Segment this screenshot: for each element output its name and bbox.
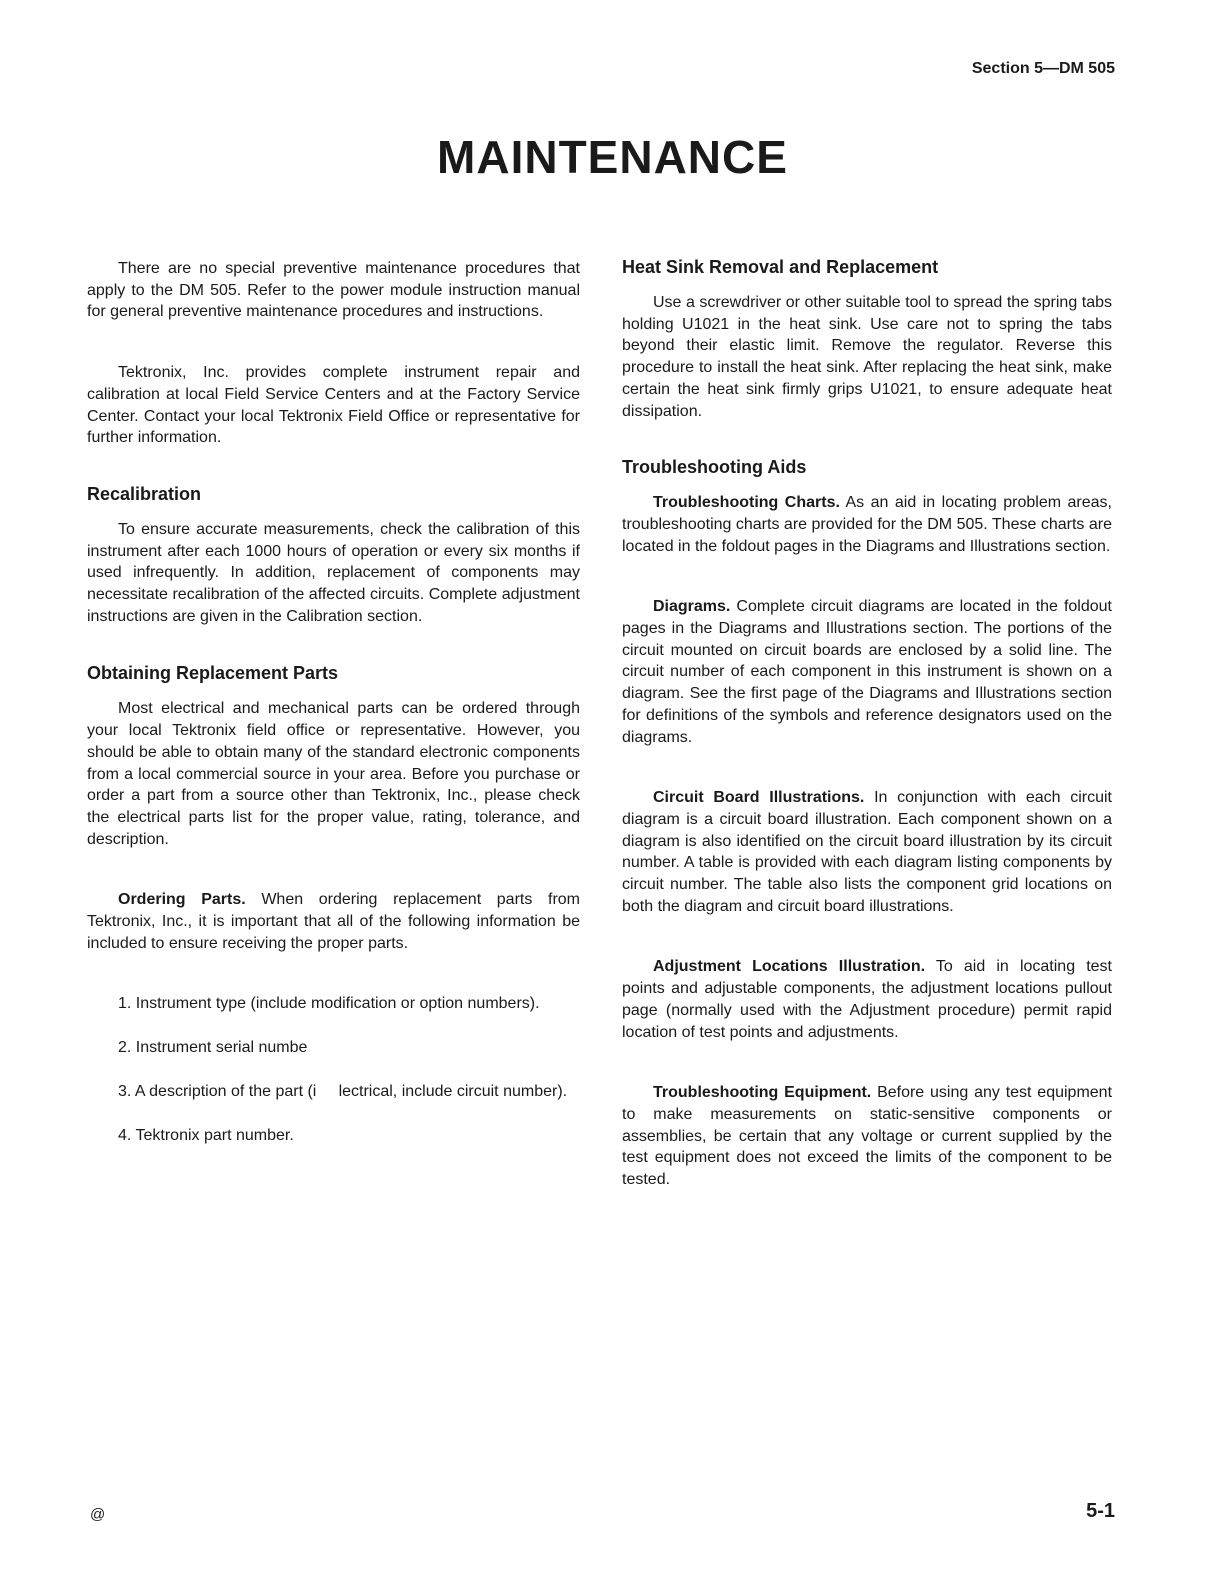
troubleshooting-equipment-label: Troubleshooting Equipment. [653,1084,872,1102]
footer-symbol: @ [90,1506,106,1523]
list-item: 2. Instrument serial numbe [118,1039,308,1057]
page-title: MAINTENANCE [437,131,788,183]
troubleshooting-charts-text: As an aid in locating problem areas, troubleshooting charts are provided for the DM 505. These charts are located in the foldout pages in the Diagrams and Illustrations section. [622,494,1113,555]
list-item: 4. Tektronix part number. [118,1126,294,1144]
circuit-board-label: Circuit Board Illustrations. [653,789,865,807]
left-column [87,258,580,1146]
troubleshooting-charts-label: Troubleshooting Charts. [653,494,840,512]
list-item: 3. A description of the part (i lectrical, include circuit number). [118,1082,568,1100]
page-number: 5-1 [1086,1500,1115,1522]
diagrams-text: Complete circuit diagrams are located in the foldout pages in the Diagrams and Illustrations section. The portions of the circuit mounted on circuit boards are enclosed by a solid line. The circuit number of each component in this instrument is shown on a diagram. See the first page of the Diagrams and Illustrations section for definitions of the symbols and reference designators used on the diagrams. [622,598,1112,746]
diagrams-label: Diagrams. [653,598,731,616]
circuit-board-paragraph [622,787,1112,917]
troubleshooting-equipment-paragraph [622,1082,1112,1191]
list-item: 1. Instrument type (include modification or option numbers). [118,995,540,1013]
heat-sink-heading: Heat Sink Removal and Replacement [622,257,939,277]
adjustment-locations-paragraph [622,956,1112,1043]
service-paragraph: Tektronix, Inc. provides complete instrument repair and calibration at local Field Service Centers and at the Factory Service Center. Contact your local Tektronix Field Office or representative for further information. [87,364,580,447]
heat-sink-paragraph: Use a screwdriver or other suitable tool to spread the spring tabs holding U1021 in the heat sink. Use care not to spring the tabs beyond their elastic limit. Remove the regulator. Reverse this procedure to install the heat sink. After replacing the heat sink, make certain the heat sink firmly grips U1021, to ensure adequate heat dissipation. [622,294,1112,420]
recalibration-heading: Recalibration [87,483,202,504]
diagrams-paragraph [622,596,1112,748]
right-column [622,256,1112,1191]
intro-paragraph: There are no special preventive maintenance procedures that apply to the DM 505. Refer to the power module instruction manual for general preventive maintenance procedures and instructions. [87,260,580,321]
ordering-parts-label: Ordering Parts. [118,891,246,909]
circuit-board-text: In conjunction with each circuit diagram is a circuit board illustration. Each component shown on a diagram is also identified on the circuit board illustration by its circuit number. A table is provided with each diagram listing components by circuit number. The table also lists the component grid locations on both the diagram and circuit board illustrations. [622,789,1112,915]
section-header: Section 5—DM 505 [971,60,1115,77]
recalibration-paragraph: To ensure accurate measurements, check the calibration of this instrument after each 1000 hours of operation or every six months if used infrequently. In addition, replacement of components may necessitate recalibration of the affected circuits. Complete adjustment instructions are given in the Calibration section. [87,520,580,625]
adjustment-locations-text: To aid in locating test points and adjustable components, the adjustment locations pullout page (normally used with the Adjustment procedure) permit rapid location of test points and adjustments. [622,958,1113,1041]
ordering-parts-text: When ordering replacement parts from Tektronix, Inc., it is important that all of the following information be included to ensure receiving the proper parts. [87,891,580,952]
troubleshooting-aids-heading: Troubleshooting Aids [622,457,807,478]
adjustment-locations-label: Adjustment Locations Illustration. [653,958,926,976]
troubleshooting-equipment-text: Before using any test equipment to make measurements on static-sensitive components or assemblies, be certain that any voltage or current supplied by the test equipment does not exceed the limits of the component to be tested. [622,1084,1113,1189]
replacement-parts-paragraph: Most electrical and mechanical parts can be ordered through your local Tektronix field office or representative. However, you should be able to obtain many of the standard electronic components from a local commercial source in your area. Before you purchase or order a part from a source other than Tektronix, Inc., please check the electrical parts list for the proper value, rating, tolerance, and description. [87,700,580,848]
replacement-parts-heading: Obtaining Replacement Parts [87,663,339,684]
ordering-parts-paragraph [87,889,580,954]
troubleshooting-charts-paragraph [622,492,1112,557]
